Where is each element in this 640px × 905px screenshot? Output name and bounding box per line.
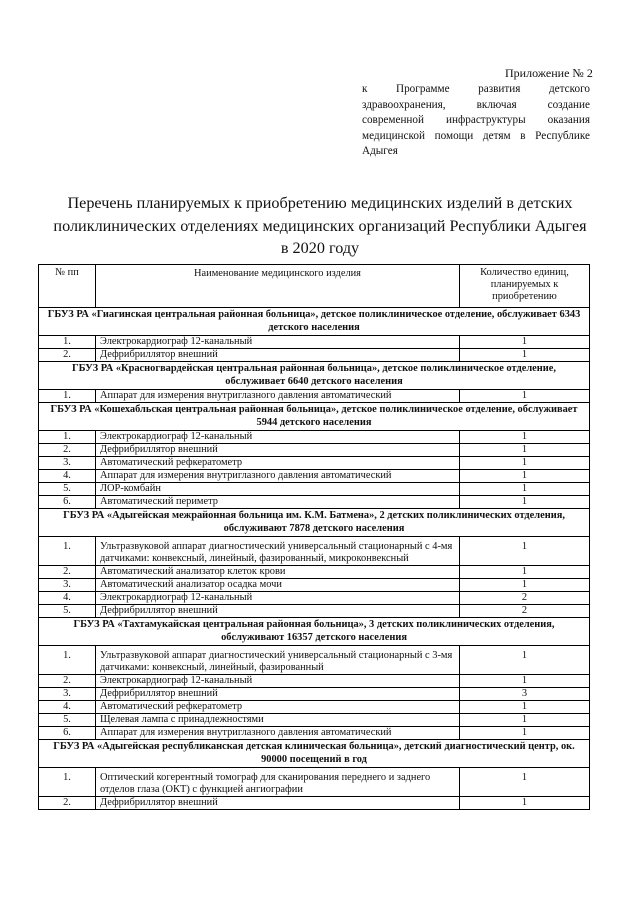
item-quantity: 1 xyxy=(460,797,590,810)
item-name: Щелевая лампа с принадлежностями xyxy=(96,714,460,727)
item-quantity: 1 xyxy=(460,566,590,579)
item-quantity: 1 xyxy=(460,646,590,675)
item-number: 2. xyxy=(39,444,96,457)
item-quantity: 2 xyxy=(460,605,590,618)
item-number: 5. xyxy=(39,714,96,727)
item-name: Дефрибриллятор внешний xyxy=(96,688,460,701)
table-row xyxy=(39,390,590,403)
item-number: 3. xyxy=(39,579,96,592)
item-quantity: 2 xyxy=(460,592,590,605)
item-name: Автоматический анализатор клеток крови xyxy=(96,566,460,579)
item-quantity: 1 xyxy=(460,768,590,797)
item-name: Дефрибриллятор внешний xyxy=(96,605,460,618)
item-quantity: 1 xyxy=(460,496,590,509)
table-row xyxy=(39,605,590,618)
item-name: Ультразвуковой аппарат диагностический универсальный стационарный с 3-мя датчиками: конвексный, линейный, фазированный xyxy=(96,646,460,675)
organization-name: ГБУЗ РА «Кошехабльская центральная районная больница», детское поликлиническое отделение, обслуживает 5944 детского населения xyxy=(39,403,590,431)
item-name: ЛОР-комбайн xyxy=(96,483,460,496)
header-name: Наименование медицинского изделия xyxy=(96,265,460,308)
table-row xyxy=(39,579,590,592)
item-number: 1. xyxy=(39,390,96,403)
item-name: Аппарат для измерения внутриглазного давления автоматический xyxy=(96,470,460,483)
item-quantity: 1 xyxy=(460,701,590,714)
appendix-title: Приложение № 2 xyxy=(505,66,593,80)
item-quantity: 1 xyxy=(460,727,590,740)
table-row xyxy=(39,431,590,444)
item-quantity: 1 xyxy=(460,675,590,688)
item-number: 4. xyxy=(39,701,96,714)
item-name: Электрокардиограф 12-канальный xyxy=(96,431,460,444)
item-quantity: 3 xyxy=(460,688,590,701)
item-number: 2. xyxy=(39,797,96,810)
item-number: 2. xyxy=(39,349,96,362)
item-name: Электрокардиограф 12-канальный xyxy=(96,675,460,688)
table-body xyxy=(39,265,590,810)
organization-row xyxy=(39,618,590,646)
table-row xyxy=(39,537,590,566)
item-name: Автоматический рефкератометр xyxy=(96,457,460,470)
item-quantity: 1 xyxy=(460,444,590,457)
item-quantity: 1 xyxy=(460,457,590,470)
table-row xyxy=(39,797,590,810)
table-row xyxy=(39,688,590,701)
item-quantity: 1 xyxy=(460,483,590,496)
organization-name: ГБУЗ РА «Адыгейская межрайонная больница им. К.М. Батмена», 2 детских поликлинических отделения, обслуживают 7878 детского населения xyxy=(39,509,590,537)
item-number: 1. xyxy=(39,537,96,566)
item-number: 5. xyxy=(39,605,96,618)
equipment-table xyxy=(38,264,590,810)
item-name: Автоматический рефкератометр xyxy=(96,701,460,714)
table-row xyxy=(39,701,590,714)
item-quantity: 1 xyxy=(460,431,590,444)
item-name: Дефрибриллятор внешний xyxy=(96,444,460,457)
table-row xyxy=(39,496,590,509)
item-quantity: 1 xyxy=(460,579,590,592)
table-header-row xyxy=(39,265,590,308)
item-number: 1. xyxy=(39,336,96,349)
item-number: 3. xyxy=(39,457,96,470)
item-name: Автоматический периметр xyxy=(96,496,460,509)
item-number: 2. xyxy=(39,675,96,688)
appendix-body: к Программе развития детского здравоохранения, включая создание современной инфраструктуры оказания медицинской помощи детям в Республике Адыгея xyxy=(362,83,590,157)
item-name: Дефрибриллятор внешний xyxy=(96,797,460,810)
item-name: Автоматический анализатор осадка мочи xyxy=(96,579,460,592)
table-row xyxy=(39,470,590,483)
table-row xyxy=(39,592,590,605)
table-row xyxy=(39,714,590,727)
item-name: Аппарат для измерения внутриглазного давления автоматический xyxy=(96,390,460,403)
item-name: Ультразвуковой аппарат диагностический универсальный стационарный с 4-мя датчиками: конвексный, линейный, фазированный, микроконвексный xyxy=(96,537,460,566)
header-qty: Количество единиц, планируемых к приобретению xyxy=(460,265,590,308)
table-row xyxy=(39,566,590,579)
table-row xyxy=(39,336,590,349)
table-row xyxy=(39,675,590,688)
organization-name: ГБУЗ РА «Адыгейская республиканская детская клиническая больница», детский диагностический центр, ок. 90000 посещений в год xyxy=(39,740,590,768)
organization-row xyxy=(39,509,590,537)
document-title: Перечень планируемых к приобретению медицинских изделий в детских поликлинических отделениях медицинских организаций Республики Адыгея в 2020 году xyxy=(53,194,587,257)
item-number: 2. xyxy=(39,566,96,579)
item-name: Аппарат для измерения внутриглазного давления автоматический xyxy=(96,727,460,740)
item-number: 3. xyxy=(39,688,96,701)
item-number: 4. xyxy=(39,470,96,483)
header-num: № пп xyxy=(39,265,96,308)
table-row xyxy=(39,768,590,797)
item-quantity: 1 xyxy=(460,349,590,362)
table-row xyxy=(39,646,590,675)
organization-row xyxy=(39,308,590,336)
item-number: 1. xyxy=(39,768,96,797)
table-row xyxy=(39,457,590,470)
item-name: Оптический когерентный томограф для сканирования переднего и заднего отделов глаза (ОКТ) с функцией ангиографии xyxy=(96,768,460,797)
item-quantity: 1 xyxy=(460,470,590,483)
organization-row xyxy=(39,362,590,390)
item-number: 5. xyxy=(39,483,96,496)
table-row xyxy=(39,444,590,457)
item-number: 4. xyxy=(39,592,96,605)
item-quantity: 1 xyxy=(460,336,590,349)
item-name: Дефрибриллятор внешний xyxy=(96,349,460,362)
table-row xyxy=(39,727,590,740)
organization-name: ГБУЗ РА «Красногвардейская центральная районная больница», детское поликлиническое отделение, обслуживает 6640 детского населения xyxy=(39,362,590,390)
item-name: Электрокардиограф 12-канальный xyxy=(96,336,460,349)
item-number: 6. xyxy=(39,727,96,740)
item-number: 6. xyxy=(39,496,96,509)
table-row xyxy=(39,483,590,496)
item-quantity: 1 xyxy=(460,537,590,566)
organization-name: ГБУЗ РА «Тахтамукайская центральная районная больница», 3 детских поликлинических отделения, обслуживают 16357 детского населения xyxy=(39,618,590,646)
item-number: 1. xyxy=(39,646,96,675)
table-row xyxy=(39,349,590,362)
item-quantity: 1 xyxy=(460,390,590,403)
organization-row xyxy=(39,403,590,431)
item-name: Электрокардиограф 12-канальный xyxy=(96,592,460,605)
item-number: 1. xyxy=(39,431,96,444)
item-quantity: 1 xyxy=(460,714,590,727)
organization-name: ГБУЗ РА «Гиагинская центральная районная больница», детское поликлиническое отделение, обслуживает 6343 детского населения xyxy=(39,308,590,336)
organization-row xyxy=(39,740,590,768)
